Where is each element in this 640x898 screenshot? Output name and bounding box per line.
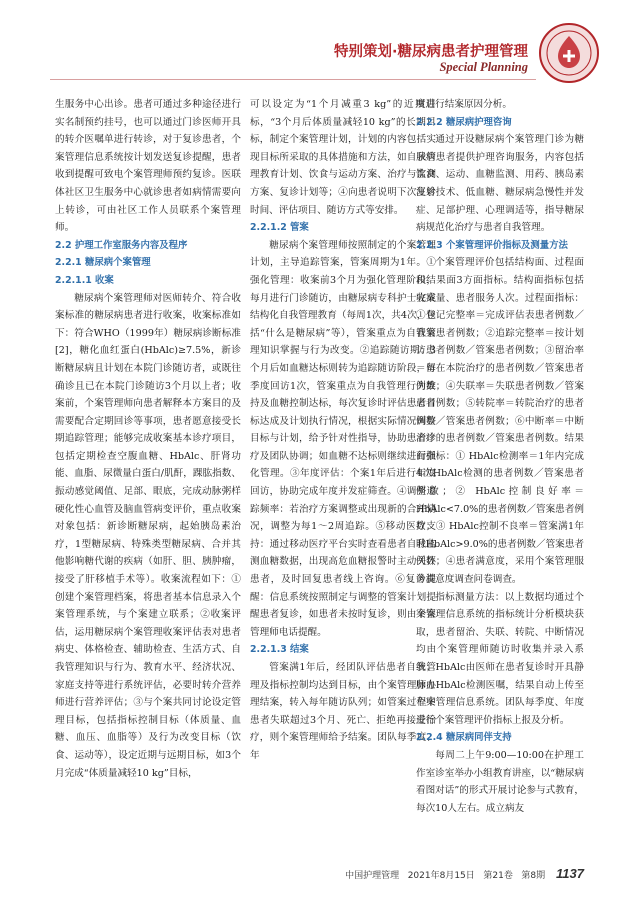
subsubsection-heading: 2.2.1.1 收案 <box>55 274 114 286</box>
paragraph: 指标测量方法：以上数据均通过个案管理信息系统的指标统计分析模块获取，患者留治、失联、转院、中断情况均由个案管理师随访时收集并录入系统；HbAlc由医师在患者复诊时开具静脉血HbAlc检测医嘱，结果自动上传至个案管理信息系统。团队每季度、年度进行个案管理评价指标上报及分析。 <box>416 591 584 726</box>
section-title: 特别策划·糖尿病患者护理管理 <box>333 44 528 60</box>
subsection-heading: 2.2.1 糖尿病个案管理 <box>55 257 151 269</box>
paragraph: 通过开设糖尿病个案管理门诊为糖尿病患者提供护理咨询服务，内容包括饮食、运动、血糖监测、用药、胰岛素注射技术、低血糖、糖尿病急慢性并发症、足部护理、心理调适等，指导糖尿病规范化治疗与患者自我管理。 <box>416 134 584 234</box>
section-heading: 2.2 护理工作室服务内容及程序 <box>55 239 188 251</box>
issue-date: 2021年8月15日 <box>407 871 475 881</box>
paragraph: 个案管理评价包括结构面、过程面和结果面3方面指标。结构面指标包括收案量、患者服务人次。过程面指标：①登记完整率＝完成评估表患者例数／管案患者例数；②追踪完整率＝按计划访患者例数／管案患者例数；③留治率＝留在本院治疗的患者例数／管案患者例数；④失联率＝失联患者例数／管案患者例数；⑤转院率＝转院治疗的患者例数／管案患者例数；⑥中断率＝中断治疗的患者例数／管案患者例数。结果面指标：① HbAlc检测率＝1年内完成4次HbAlc检测的患者例数／管案患者例数；② HbAlc控制良好率＝HbAlc<7.0%的患者例数／管案患者例数；③ HbAlc控制不良率＝管案满1年时HbAlc>9.0%的患者例数／管案患者例数；④患者满意度，采用个案管理服务满意度调查问卷调查。 <box>416 257 584 586</box>
page-number: 1137 <box>556 866 584 881</box>
issue: 第8期 <box>521 871 546 881</box>
header <box>0 0 640 72</box>
journal-name: 中国护理管理 <box>345 871 400 881</box>
subsection-heading: 2.2.3 个案管理评价指标及测量方法 <box>416 239 568 251</box>
section-subtitle: Special Planning <box>439 60 528 74</box>
paragraph: 糖尿病个案管理师按照制定的个案管理计划，主导追踪管案，管案周期为1年。①强化管理：收案前3个月为强化管理阶段，每月进行门诊随访，由糖尿病专科护士完成结构化自我管理教育（每周1次，共4次，包括“什么是糖尿病”等），管案重点为自我管理知识掌握与行为改变。②追踪随访期：3个月后如血糖达标则转为追踪随访阶段，每季度回访1次，管案重点为自我管理行为维持及血糖控制达标，每次复诊时评估患者目标达成及计划执行情况，根据实际情况调整目标与计划，给予针对性指导，协助患者诊疗及团队协调；如血糖不达标则继续进行强化管理。③年度评估：个案1年后进行年度回访，协助完成年度并发症筛查。④调整追踪频率：若治疗方案调整或出现新的合并情况，调整为每1～2周追踪。⑤移动医疗支持：通过移动医疗平台实时查看患者自我监测血糖数据，出现高危血糖报警时主动关怀患者，及时回复患者线上咨询。⑥复诊提醒：信息系统按照制定与调整的管案计划提醒患者复诊，如患者未按时复诊，则由个案管理师电话提醒。 <box>250 239 436 638</box>
column-3 <box>416 96 584 817</box>
subsection-heading: 2.2.4 糖尿病同伴支持 <box>416 732 512 744</box>
journal-logo-icon <box>538 22 600 84</box>
subsection-heading: 2.2.2 糖尿病护理咨询 <box>416 116 512 128</box>
page-footer <box>345 866 584 881</box>
subsubsection-heading: 2.2.1.3 结案 <box>250 644 309 656</box>
paragraph: 糖尿病个案管理师对医师转介、符合收案标准的糖尿病患者进行收案，收案标准如下：符合WHO（1999年）糖尿病诊断标准[2]，糖化血红蛋白(HbAlc)≥7.5%，新诊断糖尿病且计划在本院门诊随访者，或既往确诊且已在本院门诊随访3个月以上者；收案前，个案管理师向患者解释本方案目的及需要配合定期回诊等事项，患者愿意接受长期追踪管理；能够完成收案基本诊疗项目，包括定期检查空腹血糖、HbAlc、肝肾功能、血脂、尿微量白蛋白/肌酐，踝肱指数、振动感觉阈值、足部、眼底，完成动脉粥样硬化性心血管及脑血管病变评价，重点收案对象包括：新诊断糖尿病，起始胰岛素治疗，1型糖尿病、特殊类型糖尿病、合并其他影响糖代谢的疾病（如肝、胆、胰肿瘤，接受了肝移植手术等）。收案流程如下：①创建个案管理档案，将患者基本信息录入个案管理系统，与个案建立联系；②收案评估，运用糖尿病个案管理收案评估表对患者病史、体格检查、辅助检查、生活方式、自我管理知识与行为、教育水平、经济状况、家庭支持等进行系统评估，必要时转介营养师进行营养评估；③与个案共同讨论设定管理目标，包括指标控制目标（体质量、血糖、血压、血脂等）及行为改变目标（饮食、运动等），设定近期与远期目标，如3个月完成“体质量减轻10 kg”目标， <box>55 292 241 779</box>
header-rule <box>50 79 536 80</box>
volume: 第21卷 <box>483 871 513 881</box>
column-1 <box>55 96 241 782</box>
column-2 <box>250 96 436 765</box>
paragraph: 度进行结案原因分析。 <box>416 99 512 110</box>
paragraph: 管案满1年后，经团队评估患者自我管理及指标控制均达到目标，由个案管理师办理结案，转入每年随访队列；如管案过程中患者失联超过3个月、死亡、拒绝再接受治疗，则个案管理师给予结案。团队每季度、年 <box>250 662 436 761</box>
paragraph: 可以设定为“1个月减重3 kg”的近期目标，“3个月后体质量减轻10 kg”的长期目标，制定个案管理计划，计划的内容包括实现目标所采取的具体措施和方法，如自我管理教育计划、饮食与运动方案、治疗与监测方案、复诊计划等；④向患者说明下次复诊时间、评估项目、随访方式等安排。 <box>250 99 436 216</box>
subsubsection-heading: 2.2.1.2 管案 <box>250 222 309 234</box>
paragraph: 每周二上午9:00—10:00在护理工作室诊室举办小组教育讲座，以“糖尿病看图对话”的形式开展讨论参与式教育，每次10人左右。成立病友 <box>416 749 584 814</box>
paragraph: 生服务中心出诊。患者可通过多种途径进行实名制预约挂号，也可以通过门诊医师开具的转介医嘱单进行转诊，对于复诊患者，个案管理信息系统按计划发送复诊提醒，患者收到提醒可致电个案管理师预约复诊。医联体社区卫生服务中心就诊患者如病情需要向上转诊，可由社区工作人员联系个案管理师。 <box>55 99 241 234</box>
